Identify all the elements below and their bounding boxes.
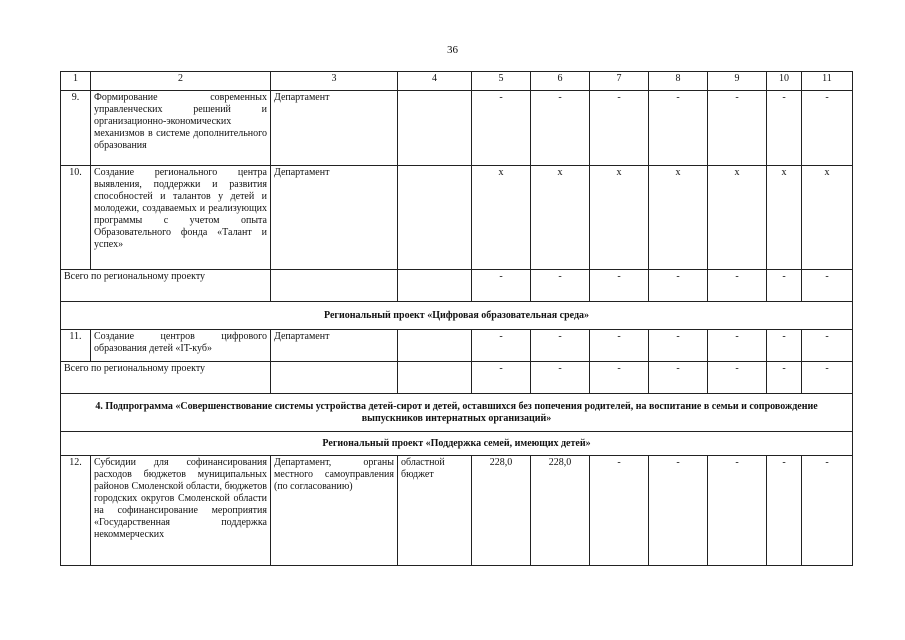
total-row (61, 270, 853, 302)
row-name: Создание регионального центра выявления, поддержки и развития способностей и талантов у детей и молодежи, создаваемых и реализующих программы с учетом опыта Образовательного фонда «Талант и успех» (91, 166, 271, 270)
row-funding-source (398, 330, 472, 362)
column-header: 10 (767, 72, 802, 91)
row-value: - (590, 91, 649, 166)
total-value: - (649, 270, 708, 302)
row-value: х (531, 166, 590, 270)
page-number: 36 (447, 44, 458, 56)
row-value: х (649, 166, 708, 270)
section-header (61, 394, 853, 432)
section-title: Региональный проект «Поддержка семей, имеющих детей» (61, 432, 853, 456)
column-header: 5 (472, 72, 531, 91)
table-row (61, 456, 853, 566)
total-value: - (472, 362, 531, 394)
row-funding-source (398, 166, 472, 270)
total-value: - (767, 270, 802, 302)
empty-cell (271, 270, 398, 302)
row-executor: Департамент, органы местного самоуправления (по согласованию) (271, 456, 398, 566)
table-body (61, 72, 853, 566)
column-header: 3 (271, 72, 398, 91)
section-header (61, 302, 853, 330)
row-value: х (590, 166, 649, 270)
row-value: - (708, 330, 767, 362)
column-header: 6 (531, 72, 590, 91)
row-funding-source: областной бюджет (398, 456, 472, 566)
row-value: - (590, 330, 649, 362)
row-value: х (708, 166, 767, 270)
row-executor: Департамент (271, 330, 398, 362)
row-value: - (767, 330, 802, 362)
row-value: - (472, 330, 531, 362)
total-value: - (590, 362, 649, 394)
total-value: - (590, 270, 649, 302)
section-title: 4. Подпрограмма «Совершенствование системы устройства детей-сирот и детей, оставшихся без попечения родителей, на воспитание в семьи и сопровождение выпускников интернатных организаций» (61, 394, 853, 432)
row-value: 228,0 (472, 456, 531, 566)
row-value: 228,0 (531, 456, 590, 566)
row-value: - (767, 456, 802, 566)
header-row (61, 72, 853, 91)
empty-cell (271, 362, 398, 394)
section-header (61, 432, 853, 456)
row-value: - (531, 330, 590, 362)
total-value: - (472, 270, 531, 302)
row-name: Субсидии для софинансирования расходов бюджетов муниципальных районов Смоленской области, бюджетов городских округов Смоленской области на софинансирование мероприятия «Государственная поддержка некоммерческих (91, 456, 271, 566)
total-value: - (802, 270, 853, 302)
total-label: Всего по региональному проекту (61, 270, 271, 302)
row-value: - (472, 91, 531, 166)
row-number: 9. (61, 91, 91, 166)
row-number: 12. (61, 456, 91, 566)
row-value: - (708, 91, 767, 166)
row-number: 10. (61, 166, 91, 270)
total-value: - (767, 362, 802, 394)
empty-cell (398, 362, 472, 394)
column-header: 9 (708, 72, 767, 91)
row-executor: Департамент (271, 166, 398, 270)
row-value: - (590, 456, 649, 566)
row-value: - (649, 456, 708, 566)
budget-table (60, 71, 853, 566)
column-header: 7 (590, 72, 649, 91)
total-label: Всего по региональному проекту (61, 362, 271, 394)
row-value: - (802, 456, 853, 566)
row-value: - (649, 330, 708, 362)
table-row (61, 166, 853, 270)
total-value: - (802, 362, 853, 394)
row-value: - (767, 91, 802, 166)
row-executor: Департамент (271, 91, 398, 166)
row-value: х (472, 166, 531, 270)
total-row (61, 362, 853, 394)
row-name: Создание центров цифрового образования детей «IT-куб» (91, 330, 271, 362)
total-value: - (708, 270, 767, 302)
column-header: 11 (802, 72, 853, 91)
row-name: Формирование современных управленческих решений и организационно-экономических механизмов в системе дополнительного образования (91, 91, 271, 166)
row-value: - (802, 330, 853, 362)
column-header: 2 (91, 72, 271, 91)
table-row (61, 330, 853, 362)
row-value: - (708, 456, 767, 566)
column-header: 1 (61, 72, 91, 91)
row-funding-source (398, 91, 472, 166)
row-value: - (531, 91, 590, 166)
row-value: х (802, 166, 853, 270)
total-value: - (531, 270, 590, 302)
column-header: 8 (649, 72, 708, 91)
row-number: 11. (61, 330, 91, 362)
column-header: 4 (398, 72, 472, 91)
total-value: - (708, 362, 767, 394)
table-row (61, 91, 853, 166)
section-title: Региональный проект «Цифровая образовательная среда» (61, 302, 853, 330)
total-value: - (531, 362, 590, 394)
empty-cell (398, 270, 472, 302)
row-value: - (802, 91, 853, 166)
row-value: х (767, 166, 802, 270)
row-value: - (649, 91, 708, 166)
total-value: - (649, 362, 708, 394)
